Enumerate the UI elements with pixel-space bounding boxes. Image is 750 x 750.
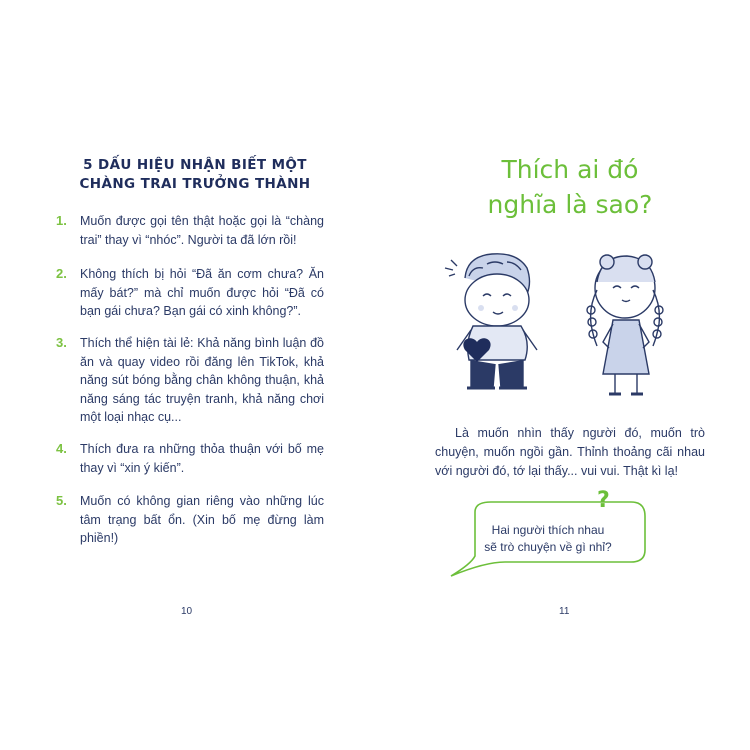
boy-figure	[445, 254, 537, 388]
tip-text: Không thích bị hỏi “Đã ăn cơm chưa? Ăn mấy bát?” mà chỉ muốn được hỏi “Đã có bạn gái chưa? Bạn gái có xinh không?”.	[80, 267, 324, 319]
boy-girl-illustration	[437, 238, 717, 408]
tip-number: 3.	[56, 335, 67, 350]
tip-text: Muốn có không gian riêng vào những lúc tâm trạng bất ổn. (Xin bố mẹ đừng làm phiền!)	[80, 494, 324, 546]
body-paragraph: Là muốn nhìn thấy người đó, muốn trò chuyện, muốn ngồi gần. Thỉnh thoảng cãi nhau với người đó, tớ lại thấy... vui vui. Thật kì lạ!	[435, 426, 705, 478]
list-item	[56, 265, 324, 321]
page-number-left: 10	[181, 606, 193, 617]
left-title-line2: CHÀNG TRAI TRƯỞNG THÀNH	[79, 176, 311, 192]
speech-bubble-text	[473, 522, 623, 556]
right-title-line2: nghĩa là sao?	[487, 190, 653, 219]
list-item	[56, 212, 324, 249]
question-mark-icon: ?	[597, 488, 610, 513]
tip-number: 4.	[56, 441, 67, 456]
bubble-line2: sẽ trò chuyện về gì nhỉ?	[484, 540, 612, 554]
tip-text: Thích thể hiện tài lẻ: Khả năng bình luận đồ ăn và quay video rồi đăng lên TikTok, khả năng sút bóng bằng chân không thuận, khả năng sáng tác truyện tranh, khả năng chơi một loại nhạc cụ...	[80, 336, 324, 425]
tip-number: 2.	[56, 266, 67, 281]
girl-figure	[587, 255, 663, 394]
list-item	[56, 440, 324, 477]
tip-number: 1.	[56, 213, 67, 228]
right-title-line1: Thích ai đó	[501, 155, 639, 184]
left-title-line1: 5 DẤU HIỆU NHẬN BIẾT MỘT	[83, 157, 307, 173]
right-page-title	[435, 152, 705, 222]
list-item	[56, 492, 324, 548]
tip-text: Thích đưa ra những thỏa thuận với bố mẹ thay vì “xin ý kiến”.	[80, 442, 324, 475]
left-page-title	[60, 156, 330, 194]
page-number-right: 11	[559, 606, 570, 617]
tip-text: Muốn được gọi tên thật hoặc gọi là “chàng trai” thay vì “nhóc”. Người ta đã lớn rồi!	[80, 214, 324, 247]
list-item	[56, 334, 324, 427]
tip-number: 5.	[56, 493, 67, 508]
right-page	[375, 0, 750, 750]
bubble-line1: Hai người thích nhau	[491, 523, 605, 537]
